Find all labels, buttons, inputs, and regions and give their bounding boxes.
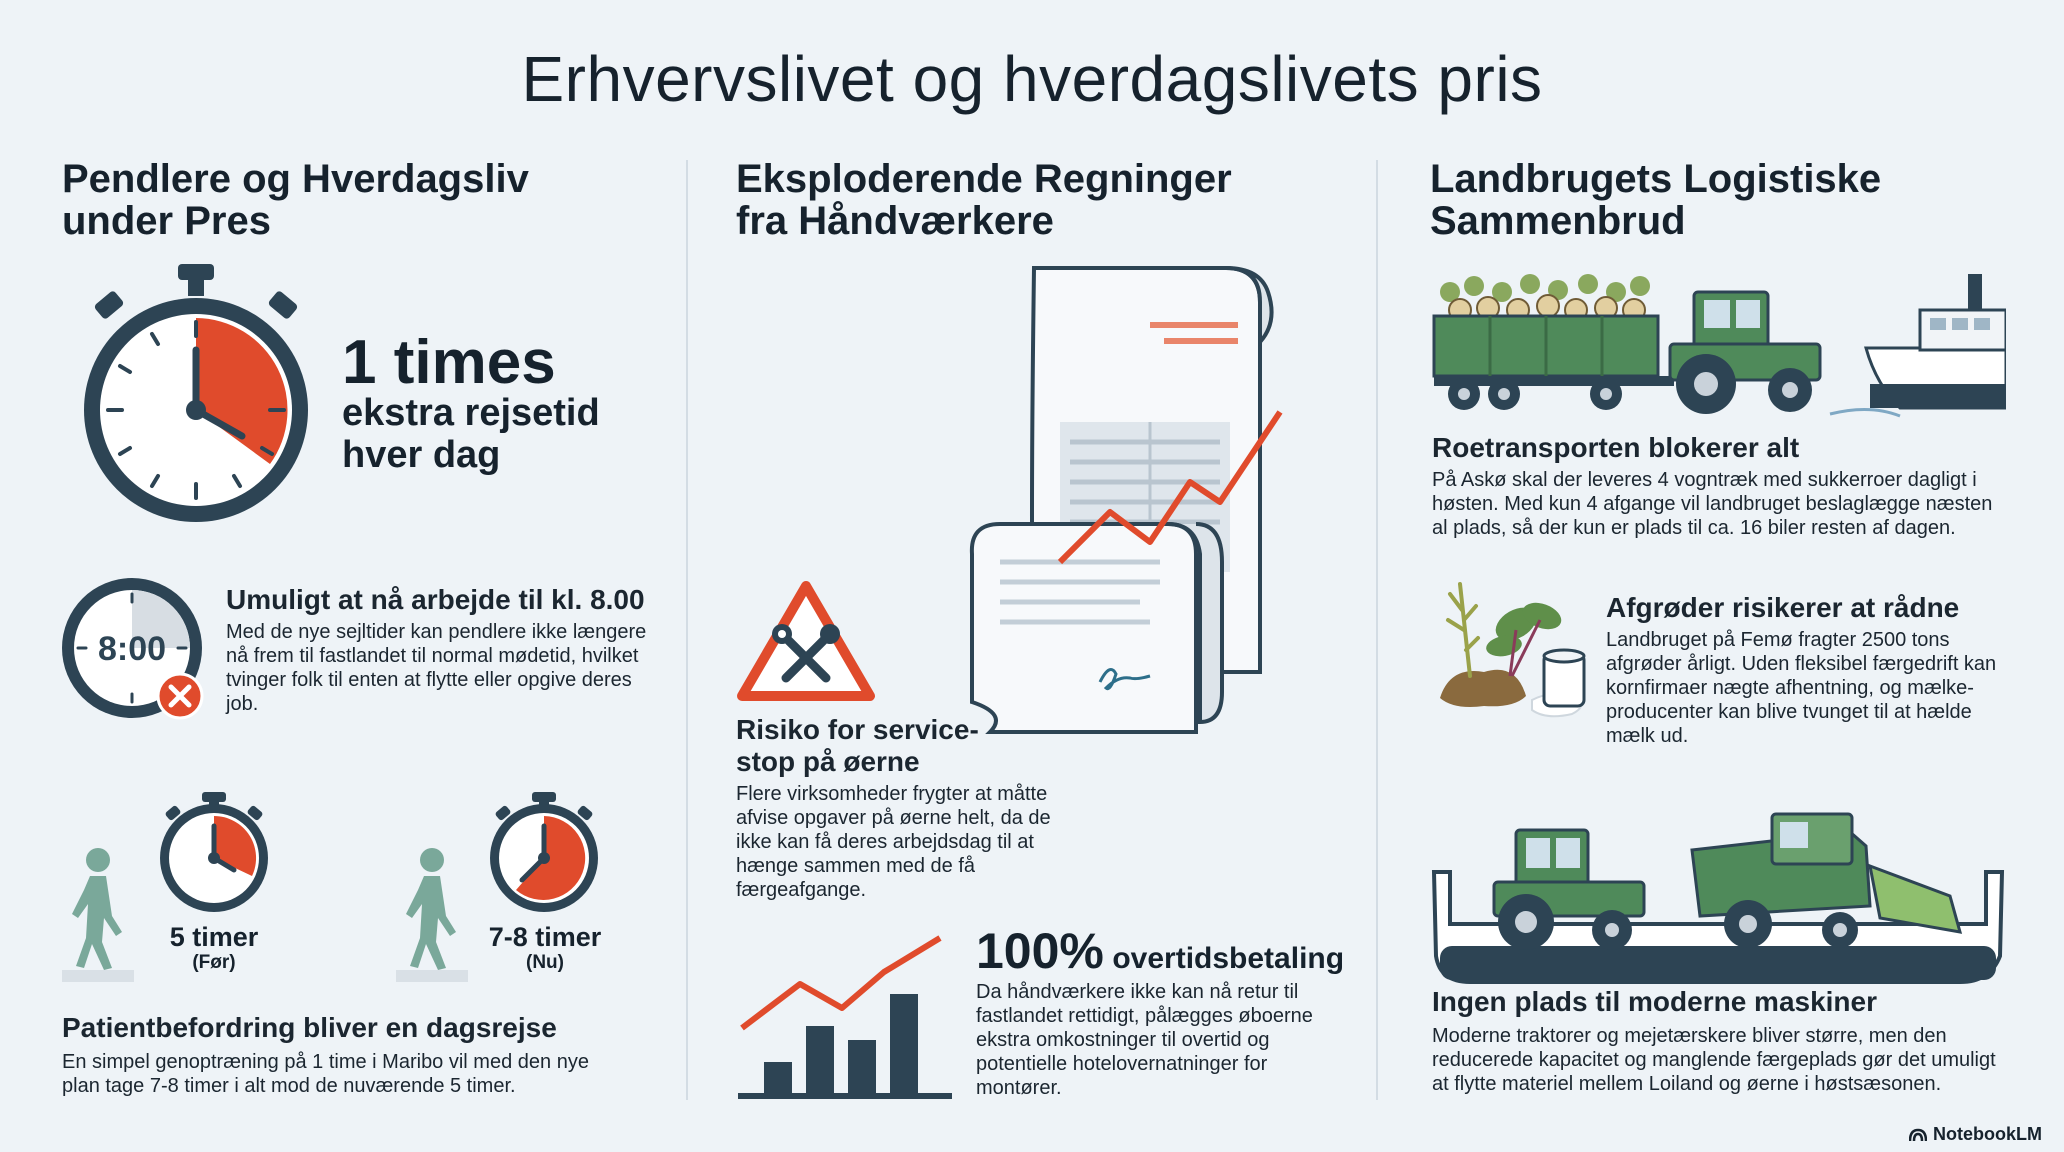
stopwatch-after-icon (486, 790, 602, 914)
invoice-scroll-icon (960, 262, 1350, 742)
tractor-trailer-ferry-icon (1430, 264, 2006, 424)
clock-time-text: 8:00 (97, 630, 167, 668)
walking-person-icon (62, 846, 134, 986)
beet-heading: Roetransporten blokerer alt (1432, 432, 1800, 463)
overtime-label: overtidsbetaling (1112, 942, 1345, 975)
stopwatch-before-icon (156, 790, 272, 914)
risk-heading: Risiko for service-stop på øerne (736, 714, 979, 777)
patient-heading: Patientbefordring bliver en dagsrejse (62, 1012, 557, 1043)
overtime-text: Da håndværkere ikke kan nå retur til fastlandet rettidigt, pålægges øboerne ekstra omkostninger til overtid og potentielle hotelovernatninger for montører. (976, 981, 1313, 1099)
column-divider (1376, 160, 1378, 1100)
crops-text: Landbruget på Femø fragter 2500 tons afgrøder årligt. Uden fleksibel færgedrift kan kornfirmaer nægte afhentning, og mælke-producenter kan blive tvunget til at hælde mælk ud. (1606, 629, 1997, 747)
crops-heading: Afgrøder risikerer at rådne (1606, 592, 1960, 623)
column-title-agriculture: Landbrugets Logistiske Sammenbrud (1430, 157, 1882, 243)
error-x-icon (156, 672, 204, 720)
beet-text: På Askø skal der leveres 4 vogntræk med sukkerroer dagligt i høsten. Med kun 4 afgange vil landbruget beslaglægge næsten al plads, så der kun er plads til ca. 16 biler resten af dagen. (1432, 469, 1993, 539)
page-title: Erhvervslivet og hverdagslivets pris (521, 43, 1543, 115)
column-title-craftsmen: Eksploderende Regninger fra Håndværkere (736, 157, 1232, 243)
bar-chart-rising-icon (736, 932, 956, 1102)
work-heading: Umuligt at nå arbejde til kl. 8.00 (226, 584, 645, 615)
before-duration: 5 timer (169, 922, 259, 952)
walking-person-icon (396, 846, 468, 986)
patient-text: En simpel genoptræning på 1 time i Maribo vil med den nye plan tage 7-8 timer i alt mod de nuværende 5 timer. (62, 1051, 589, 1097)
extra-travel-time-value: 1 times (342, 328, 556, 397)
branding (1909, 1124, 2042, 1145)
before-tag: (Før) (192, 952, 236, 973)
after-tag: (Nu) (526, 952, 564, 973)
stopwatch-icon (76, 260, 316, 540)
branding-label: NotebookLM (1933, 1124, 2042, 1144)
risk-text: Flere virksomheder frygter at måtte afvise opgaver på øerne helt, da de ikke kan få deres arbejdsdag til at hænge sammen med de få færgeafgange. (736, 783, 1051, 901)
notebooklm-logo-icon (1909, 1128, 1927, 1142)
work-text: Med de nye sejltider kan pendlere ikke længere nå frem til fastlandet til normal mødetid, hvilket tvinger folk til enten at flytte eller opgive deres job. (226, 621, 647, 715)
after-duration: 7-8 timer (488, 922, 602, 952)
warning-tools-icon (736, 580, 876, 704)
ferry-machines-icon (1430, 806, 2006, 986)
column-title-commuters: Pendlere og Hverdagsliv under Pres (62, 157, 529, 243)
extra-travel-time-label: ekstra rejsetid hver dag (342, 392, 600, 476)
machines-heading: Ingen plads til moderne maskiner (1432, 986, 1878, 1017)
machines-text: Moderne traktorer og mejetærskere bliver større, men den reducerede kapacitet og manglende færgeplads gør det umuligt at flytte materiel mellem Loiland og øerne i høstsæsonen. (1432, 1025, 1996, 1095)
column-divider (686, 160, 688, 1100)
crops-milk-icon (1430, 580, 1590, 730)
overtime-percentage: 100% (976, 923, 1104, 979)
